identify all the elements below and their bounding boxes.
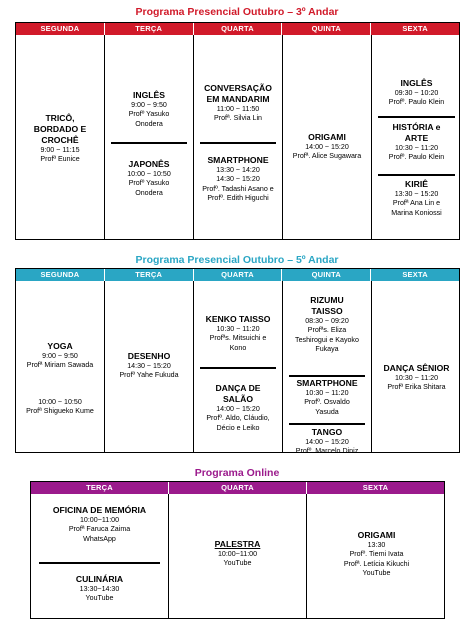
class-time: 10:00 ~ 10:50: [38, 398, 82, 406]
class-title: TANGO: [311, 427, 343, 437]
class-time: 9:00 ~ 9:50: [131, 101, 167, 109]
class-teacher: Profª. Alice Sugawara: [292, 152, 362, 161]
class-teacher: Profª Miriam Sawada: [26, 361, 94, 370]
column-wednesday: [194, 281, 283, 452]
class-teacher: Profª. Silvia Lin: [214, 114, 262, 123]
header-thursday: QUINTA: [282, 23, 371, 35]
divider: [39, 562, 160, 564]
class-block: [307, 530, 446, 579]
class-block: [16, 341, 104, 371]
class-title: YOGA: [47, 341, 73, 351]
class-block: [283, 295, 371, 355]
class-teacher: Profª Ana Lin e Marina Koniossi: [391, 199, 442, 217]
class-time: 14:30 ~ 15:20: [127, 362, 171, 370]
column-wednesday: [194, 35, 283, 239]
class-block: [16, 398, 104, 417]
class-time: 13:30 ~ 14:20 14:30 ~ 15:20: [216, 166, 260, 184]
class-block: [31, 574, 168, 604]
section-title-5th-floor: Programa Presencial Outubro – 5º Andar: [135, 254, 339, 266]
class-teacher: Profº Yasuko Onodera: [128, 110, 170, 128]
class-platform: YouTube: [223, 559, 252, 568]
class-teacher: Profª Faruca Zaima: [68, 525, 131, 534]
class-title: DANÇA SÊNIOR: [383, 363, 450, 373]
class-teacher: Profº. Aldo, Cláudio, Décio e Leiko: [206, 414, 270, 432]
table-header: [16, 269, 459, 281]
class-title: ORIGAMI: [308, 132, 346, 142]
column-tuesday: [105, 281, 194, 452]
class-time: 11:00 ~ 11:50: [216, 105, 260, 113]
column-thursday: [283, 281, 372, 456]
schedule-table-online: [30, 481, 445, 619]
section-title-3rd-floor: Programa Presencial Outubro – 3º Andar: [135, 6, 339, 18]
class-teacher: Profº. Tiemi Ivata Profª. Letícia Kikuchi: [343, 550, 410, 568]
column-wednesday: [169, 494, 307, 618]
class-title: JAPONÊS: [128, 159, 170, 169]
class-block: [105, 351, 193, 381]
class-title: CONVERSAÇÃO EM MANDARIM: [204, 83, 272, 104]
header-tuesday: TERÇA: [105, 269, 194, 281]
class-teacher: Profº. Paulo Klein: [388, 153, 445, 162]
divider: [289, 375, 365, 377]
class-time: 10:30 ~ 11:20: [216, 325, 260, 333]
class-teacher: Profª Shigueko Kume: [26, 407, 94, 416]
schedule-table-5th-floor: [15, 268, 460, 456]
class-teacher: Profªs. Mitsuichi e Kono: [209, 334, 267, 352]
class-title: RIZUMU TAISSO: [310, 295, 344, 316]
class-time: 10:00~11:00: [217, 550, 258, 558]
divider: [111, 142, 187, 144]
class-block: [372, 179, 461, 218]
class-block: [194, 155, 282, 204]
header-wednesday: QUARTA: [169, 482, 307, 494]
class-time: 10:00 ~ 10:50: [127, 170, 171, 178]
header-friday: SEXTA: [362, 483, 389, 492]
class-teacher: Profº. Osvaldo Yasuda: [304, 398, 350, 416]
schedule-table-3rd-floor: [15, 22, 460, 240]
class-block: [283, 427, 371, 457]
class-title: PALESTRA: [214, 539, 261, 549]
divider: [200, 142, 276, 144]
column-friday: [307, 494, 446, 618]
class-platform: YouTube: [85, 594, 114, 603]
class-time: 9:00 ~ 11:15: [40, 146, 80, 154]
class-title: CULINÁRIA: [75, 574, 124, 584]
class-title: HISTÓRIA e ARTE: [392, 122, 441, 143]
header-friday: SEXTA: [402, 24, 428, 33]
class-time: 13:30 ~ 15:20: [394, 190, 439, 198]
class-time: 09:30 ~ 10:20: [394, 89, 439, 97]
header-tuesday: TERÇA: [31, 482, 169, 494]
class-teacher: Profº. Paulo Klein: [388, 98, 445, 107]
class-block: [194, 314, 282, 353]
header-tuesday: TERÇA: [105, 23, 194, 35]
class-platform: YouTube: [362, 569, 391, 578]
class-platform: WhatsApp: [83, 534, 116, 543]
class-title: INGLÊS: [400, 78, 433, 88]
class-title: KENKO TAISSO: [205, 314, 271, 324]
class-title: TRICÔ, BORDADO E CROCHÊ: [33, 113, 87, 145]
column-friday: [372, 35, 461, 239]
class-block: [283, 132, 371, 162]
class-block: [31, 505, 168, 544]
class-title: DANÇA DE SALÃO: [215, 383, 261, 404]
header-wednesday: QUARTA: [194, 23, 283, 35]
divider: [378, 116, 455, 118]
divider: [378, 174, 455, 176]
class-time: 14:00 ~ 15:20: [305, 143, 349, 151]
column-monday: [16, 35, 105, 239]
header-friday: SEXTA: [402, 270, 428, 279]
table-header: [16, 23, 459, 35]
class-time: 10:30 ~ 11:20: [394, 144, 439, 152]
table-header: [31, 482, 444, 494]
class-time: 9:00 ~ 9:50: [42, 352, 78, 360]
column-thursday: [283, 35, 372, 239]
class-block: [105, 90, 193, 129]
section-title-online: Programa Online: [194, 467, 280, 479]
class-time: 08:30 ~ 09:20: [305, 317, 349, 325]
class-title: SMARTPHONE: [296, 378, 358, 388]
header-thursday: QUINTA: [282, 269, 371, 281]
class-teacher: Profº Yasuko Onodera: [128, 179, 170, 197]
class-teacher: Profº Yahe Fukuda: [119, 371, 179, 380]
header-wednesday: QUARTA: [194, 269, 283, 281]
class-block: [169, 539, 306, 569]
column-tuesday: [105, 35, 194, 239]
class-block: [372, 363, 461, 393]
class-time: 13:30~14:30: [79, 585, 120, 593]
class-block: [372, 122, 461, 163]
class-time: 13:30: [367, 541, 386, 549]
header-monday: SEGUNDA: [16, 23, 105, 35]
class-teacher: Profª Eunice: [40, 155, 80, 164]
class-title: INGLÊS: [133, 90, 165, 100]
class-block: [194, 383, 282, 433]
class-time: 10:00~11:00: [79, 516, 120, 524]
column-friday: [372, 281, 461, 452]
class-teacher: Profª Erika Shitara: [387, 383, 446, 392]
class-title: OFICINA DE MEMÓRIA: [52, 505, 147, 515]
class-teacher: Profªs. Eliza Teshirogui e Kayoko Fukaya: [295, 326, 359, 354]
class-block: [105, 159, 193, 198]
class-time: 10:30 ~ 11:20: [394, 374, 439, 382]
class-block: [16, 113, 104, 165]
class-time: 14:00 ~ 15:20: [305, 438, 349, 446]
class-time: 14:00 ~ 15:20: [216, 405, 260, 413]
class-block: [194, 83, 282, 124]
class-teacher: Profº. Tadashi Asano e Profº. Edith Higuchi: [202, 184, 274, 203]
column-monday: [16, 281, 105, 452]
class-title: SMARTPHONE: [207, 155, 269, 165]
class-title: ORIGAMI: [357, 530, 396, 540]
divider: [200, 367, 276, 369]
header-monday: SEGUNDA: [16, 269, 105, 281]
class-title: DESENHO: [127, 351, 171, 361]
class-block: [372, 78, 461, 108]
column-tuesday: [31, 494, 169, 618]
class-time: 10:30 ~ 11:20: [305, 389, 349, 397]
class-title: KIRIÊ: [405, 179, 428, 189]
class-block: [283, 378, 371, 417]
divider: [289, 423, 365, 425]
class-teacher: Profº. Marcelo Diniz: [295, 447, 359, 456]
